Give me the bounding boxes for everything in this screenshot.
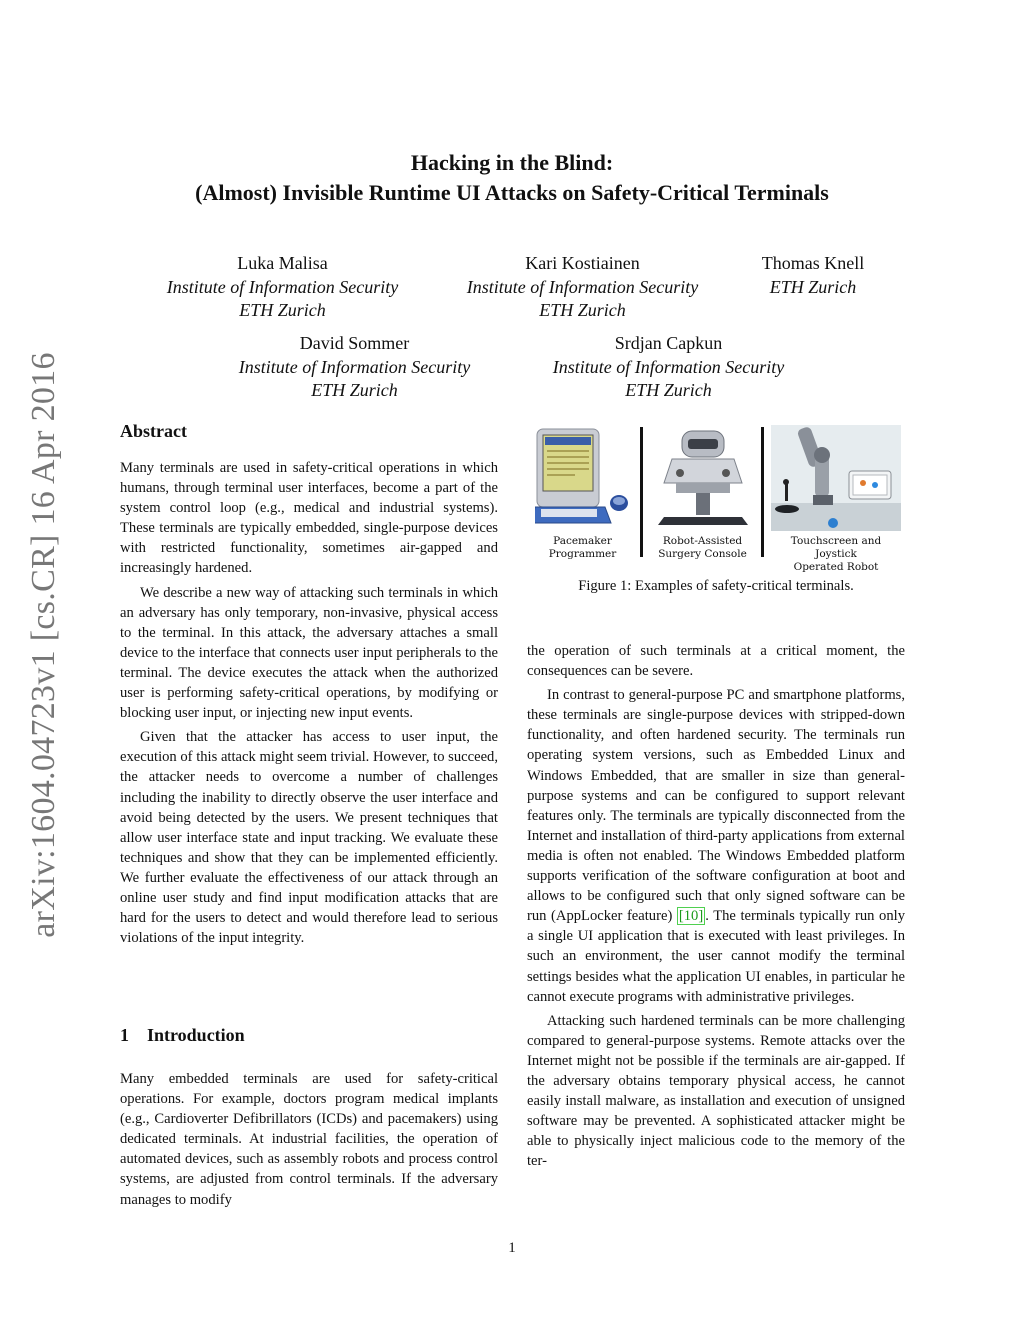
section-title: Introduction — [147, 1025, 245, 1045]
abstract-paragraph-3: Given that the attacker has access to user input, the execution of this attack might seem trivial. However, to succeed, the attacker needs to overcome a number of challenges including the inability to directly observe the user interface and avoid being detected by the users. We present techniques that allow user interface state and input tracking. We evaluate these techniques and show that they can be implemented efficiently. We further evaluate the effectiveness of our attack through an online user study and find input modification attacks that are hard for the users to detect and would therefore lead to serious violations of the input integrity. — [120, 729, 498, 947]
author-affiliation: Institute of Information Security — [552, 356, 785, 377]
author-name: Luka Malisa — [237, 253, 328, 273]
author-block — [140, 252, 425, 323]
author-name: Srdjan Capkun — [614, 333, 723, 353]
citation-link[interactable]: [10] — [678, 908, 704, 925]
author-name: Kari Kostiainen — [525, 253, 640, 273]
author-affiliation: ETH Zurich — [539, 300, 626, 320]
surgery-console-image — [650, 425, 755, 535]
figure-panel-robot — [771, 425, 901, 573]
figure-panel-caption — [771, 535, 901, 574]
abstract-heading: Abstract — [120, 421, 187, 441]
robot-arm-image — [771, 425, 901, 535]
caption-line: Pacemaker — [553, 535, 612, 547]
title-line-2: (Almost) Invisible Runtime UI Attacks on Safety-Critical Terminals — [195, 180, 829, 205]
caption-line: Surgery Console — [658, 548, 747, 560]
section-number: 1 — [120, 1025, 129, 1045]
title-line-1: Hacking in the Blind: — [410, 150, 614, 175]
paper-title — [0, 148, 1024, 208]
abstract-body — [120, 458, 498, 948]
author-block — [212, 332, 497, 403]
pacemaker-programmer-image — [535, 425, 630, 535]
figure-panel-surgery-console — [650, 425, 755, 565]
figure-divider — [761, 427, 764, 557]
author-affiliation: ETH Zurich — [311, 380, 398, 400]
right-column-body — [527, 641, 905, 1171]
caption-line: Robot-Assisted — [662, 535, 743, 547]
page-number: 1 — [508, 1240, 516, 1256]
arxiv-stamp-text: arXiv:1604.04723v1 [cs.CR] 16 Apr 2016 — [25, 352, 62, 938]
author-name: Thomas Knell — [761, 253, 865, 273]
right-paragraph-2a: In contrast to general-purpose PC and smartphone platforms, these terminals are single-purpose devices with stripped-down functionality, and often hardened security. The terminals run operating system versions, such as Embedded Linux and Windows Embedded, that are smaller in size than general-purpose systems and can be configured to support relevant features only. The terminals are typically disconnected from the Internet and installation of third-party applications from external media is often not enabled. The Windows Embedded platform supports verification of the software configuration at boot and allows to be configured such that only signed software can be run (AppLocker feature) — [527, 687, 905, 925]
author-affiliation: ETH Zurich — [625, 380, 712, 400]
figure-panel-caption — [650, 535, 755, 561]
figure-1-caption: Figure 1: Examples of safety-critical terminals. — [578, 578, 854, 594]
author-name: David Sommer — [299, 333, 410, 353]
abstract-paragraph-1: Many terminals are used in safety-critical operations in which humans, through terminal user interfaces, become a part of the system control loop (e.g., medical and industrial systems). These terminals are typically embedded, single-purpose devices with restricted functionality, sometimes air-gapped and increasingly hardened. — [120, 460, 498, 577]
caption-line: Operated Robot — [793, 561, 879, 573]
figure-divider — [640, 427, 643, 557]
intro-body — [120, 1069, 498, 1210]
figure-1 — [535, 425, 900, 573]
figure-panel-caption — [535, 535, 630, 561]
arxiv-stamp — [14, 330, 74, 960]
author-affiliation: ETH Zurich — [239, 300, 326, 320]
right-paragraph-3: Attacking such hardened terminals can be more challenging compared to general-purpose systems. Remote attacks over the Internet might not be possible if the terminals are air-gapped. If the adversary obtains temporary physical access, he cannot easily install malware, as installation and execution of unsigned software may be prevented. A sophisticated attacker might be able to physically inject malicious code to the memory of the ter- — [527, 1012, 905, 1170]
author-affiliation: Institute of Information Security — [238, 356, 471, 377]
figure-panel-pacemaker — [535, 425, 630, 565]
caption-line: Touchscreen and Joystick — [790, 535, 882, 560]
author-affiliation: Institute of Information Security — [166, 276, 399, 297]
author-affiliation: ETH Zurich — [769, 276, 857, 297]
section-heading-introduction — [120, 1025, 245, 1046]
author-block — [738, 252, 888, 299]
author-block — [440, 252, 725, 323]
abstract-paragraph-2: We describe a new way of attacking such terminals in which an adversary has only temporary, non-invasive, physical access to the terminal. In this attack, the adversary attaches a small device to the interface that connects user input peripherals to the terminal. The device executes the attack when the authorized user is performing safety-critical operations, by modifying or blocking user input, or injecting new input events. — [120, 584, 498, 722]
author-affiliation: Institute of Information Security — [466, 276, 699, 297]
right-paragraph-2b: . The terminals typically run only a single UI application that is executed with least privileges. In such an environment, the user cannot modify the terminal settings besides what the application UI enables, in particular he cannot execute programs with administrative privileges. — [527, 908, 905, 1005]
author-block — [526, 332, 811, 403]
caption-line: Programmer — [548, 548, 617, 560]
right-paragraph-2 — [527, 685, 905, 1007]
right-paragraph-1: the operation of such terminals at a critical moment, the consequences can be severe. — [527, 643, 905, 680]
intro-paragraph-1: Many embedded terminals are used for safety-critical operations. For example, doctors program medical implants (e.g., Cardioverter Defibrillators (ICDs) and pacemakers) using dedicated terminals. At industrial facilities, the operation of automated devices, such as assembly robots and process control systems, are adjusted from control terminals. If the adversary manages to modify — [120, 1071, 498, 1208]
